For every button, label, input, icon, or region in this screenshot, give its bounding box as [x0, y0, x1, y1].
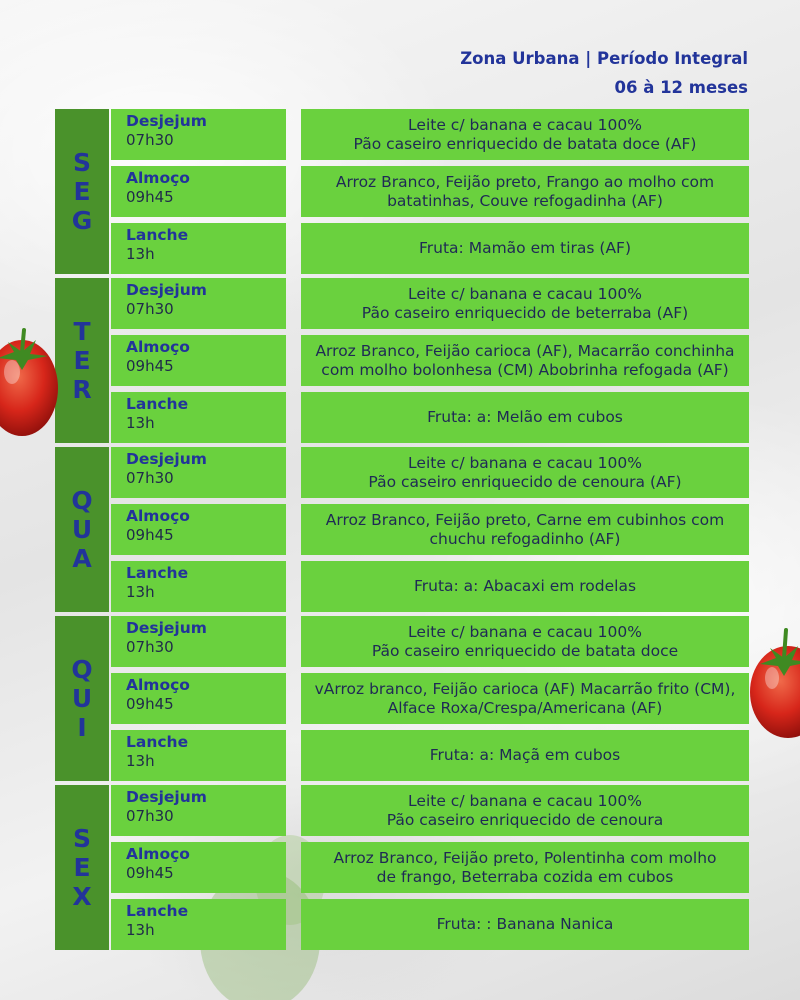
meal-time: 13h — [126, 414, 155, 432]
meal-time: 13h — [126, 752, 155, 770]
food-line: Alface Roxa/Crespa/Americana (AF) — [387, 698, 663, 717]
food-line: Leite c/ banana e cacau 100% — [408, 115, 642, 134]
meal-row — [111, 223, 749, 274]
meal-name: Desjejum — [126, 450, 207, 468]
meal-cell — [111, 673, 286, 724]
meal-row — [111, 166, 749, 217]
day-letter: Q — [71, 486, 93, 515]
day-letter: E — [73, 346, 91, 375]
meal-cell — [111, 109, 286, 160]
food-line: Leite c/ banana e cacau 100% — [408, 284, 642, 303]
meal-cell — [111, 899, 286, 950]
meal-rows — [111, 785, 749, 950]
day-letter: U — [71, 515, 93, 544]
meal-cell — [111, 842, 286, 893]
meal-name: Desjejum — [126, 112, 207, 130]
food-cell — [301, 166, 749, 217]
meal-rows — [111, 109, 749, 274]
meal-row — [111, 392, 749, 443]
food-cell — [301, 223, 749, 274]
food-cell — [301, 561, 749, 612]
meal-name: Almoço — [126, 676, 190, 694]
food-cell — [301, 842, 749, 893]
tomato-right-icon — [746, 622, 800, 742]
meal-cell — [111, 166, 286, 217]
meal-cell — [111, 785, 286, 836]
food-cell — [301, 392, 749, 443]
day-label-bar — [55, 447, 109, 612]
food-line: Fruta: Mamão em tiras (AF) — [418, 239, 632, 257]
day-letter: X — [72, 882, 92, 911]
meal-cell — [111, 223, 286, 274]
tomato-left-icon — [0, 312, 60, 438]
day-letter: A — [72, 544, 92, 573]
meal-time: 13h — [126, 583, 155, 601]
meal-name: Lanche — [126, 564, 189, 582]
day-letter: E — [73, 177, 91, 206]
food-cell — [301, 899, 749, 950]
meal-cell — [111, 616, 286, 667]
menu-header — [460, 44, 748, 102]
meal-name: Almoço — [126, 507, 190, 525]
meal-row — [111, 785, 749, 836]
food-line: Arroz Branco, Feijão carioca (AF), Macarrão conchinha — [315, 341, 735, 360]
meal-name: Desjejum — [126, 788, 207, 806]
day-letter: S — [72, 824, 91, 853]
meal-time: 07h30 — [126, 300, 174, 318]
meal-cell — [111, 504, 286, 555]
header-zone-period: Zona Urbana | Período Integral — [460, 49, 748, 68]
day-letter: R — [72, 375, 92, 404]
food-line: Fruta: a: Maçã em cubos — [429, 746, 621, 764]
day-block-seg — [55, 109, 749, 274]
meal-name: Desjejum — [126, 619, 207, 637]
header-age-range: 06 à 12 meses — [614, 78, 748, 97]
meal-rows — [111, 616, 749, 781]
meal-time: 09h45 — [126, 188, 174, 206]
food-line: batatinhas, Couve refogadinha (AF) — [387, 191, 663, 210]
food-line: Leite c/ banana e cacau 100% — [408, 791, 642, 810]
food-line: Pão caseiro enriquecido de batata doce — [371, 641, 679, 660]
meal-row — [111, 109, 749, 160]
meal-cell — [111, 730, 286, 781]
food-cell — [301, 109, 749, 160]
food-line: Pão caseiro enriquecido de cenoura (AF) — [368, 472, 682, 491]
food-line: Fruta: a: Melão em cubos — [427, 408, 623, 426]
meal-time: 07h30 — [126, 638, 174, 656]
meal-row — [111, 278, 749, 329]
meal-cell — [111, 278, 286, 329]
food-line: Leite c/ banana e cacau 100% — [408, 453, 642, 472]
day-letter: S — [72, 148, 91, 177]
food-cell — [301, 730, 749, 781]
meal-row — [111, 616, 749, 667]
meal-row — [111, 504, 749, 555]
meal-row — [111, 842, 749, 893]
day-letter: Q — [71, 655, 93, 684]
meal-row — [111, 899, 749, 950]
meal-time: 13h — [126, 245, 155, 263]
meal-name: Lanche — [126, 395, 189, 413]
meal-name: Almoço — [126, 845, 190, 863]
food-cell — [301, 504, 749, 555]
food-line: Pão caseiro enriquecido de batata doce (AF) — [353, 134, 697, 153]
day-letter: E — [73, 853, 91, 882]
meal-name: Lanche — [126, 902, 189, 920]
meal-row — [111, 447, 749, 498]
meal-time: 13h — [126, 921, 155, 939]
day-label-bar — [55, 616, 109, 781]
meal-time: 09h45 — [126, 526, 174, 544]
meal-row — [111, 561, 749, 612]
meal-name: Almoço — [126, 169, 190, 187]
meal-row — [111, 335, 749, 386]
food-cell — [301, 616, 749, 667]
food-cell — [301, 673, 749, 724]
meal-cell — [111, 561, 286, 612]
day-block-qui — [55, 616, 749, 781]
food-line: chuchu refogadinho (AF) — [429, 529, 621, 548]
meal-cell — [111, 335, 286, 386]
meal-name: Lanche — [126, 226, 189, 244]
meal-name: Desjejum — [126, 281, 207, 299]
meal-name: Lanche — [126, 733, 189, 751]
food-line: Arroz Branco, Feijão preto, Frango ao molho com — [335, 172, 715, 191]
food-line: Fruta: a: Abacaxi em rodelas — [413, 577, 637, 595]
food-line: com molho bolonhesa (CM) Abobrinha refogada (AF) — [321, 360, 729, 379]
meal-time: 09h45 — [126, 357, 174, 375]
day-letter: I — [77, 713, 87, 742]
food-cell — [301, 278, 749, 329]
meal-name: Almoço — [126, 338, 190, 356]
meal-rows — [111, 278, 749, 443]
food-line: Fruta: : Banana Nanica — [436, 915, 614, 933]
weekly-menu — [55, 109, 749, 954]
food-line: Pão caseiro enriquecido de cenoura — [386, 810, 664, 829]
food-cell — [301, 447, 749, 498]
meal-cell — [111, 392, 286, 443]
meal-time: 07h30 — [126, 469, 174, 487]
meal-row — [111, 730, 749, 781]
meal-time: 09h45 — [126, 695, 174, 713]
day-label-bar — [55, 109, 109, 274]
day-letter: G — [71, 206, 93, 235]
food-line: Arroz Branco, Feijão preto, Polentinha com molho — [333, 848, 717, 867]
meal-row — [111, 673, 749, 724]
day-letter: U — [71, 684, 93, 713]
day-letter: T — [73, 317, 91, 346]
meal-cell — [111, 447, 286, 498]
meal-time: 07h30 — [126, 131, 174, 149]
meal-rows — [111, 447, 749, 612]
day-block-sex — [55, 785, 749, 950]
food-cell — [301, 335, 749, 386]
food-line: vArroz branco, Feijão carioca (AF) Macarrão frito (CM), — [314, 679, 736, 698]
meal-time: 07h30 — [126, 807, 174, 825]
food-cell — [301, 785, 749, 836]
day-label-bar — [55, 785, 109, 950]
food-line: Pão caseiro enriquecido de beterraba (AF) — [361, 303, 689, 322]
meal-time: 09h45 — [126, 864, 174, 882]
day-block-qua — [55, 447, 749, 612]
food-line: Arroz Branco, Feijão preto, Carne em cubinhos com — [325, 510, 725, 529]
food-line: de frango, Beterraba cozida em cubos — [376, 867, 674, 886]
day-label-bar — [55, 278, 109, 443]
food-line: Leite c/ banana e cacau 100% — [408, 622, 642, 641]
day-block-ter — [55, 278, 749, 443]
